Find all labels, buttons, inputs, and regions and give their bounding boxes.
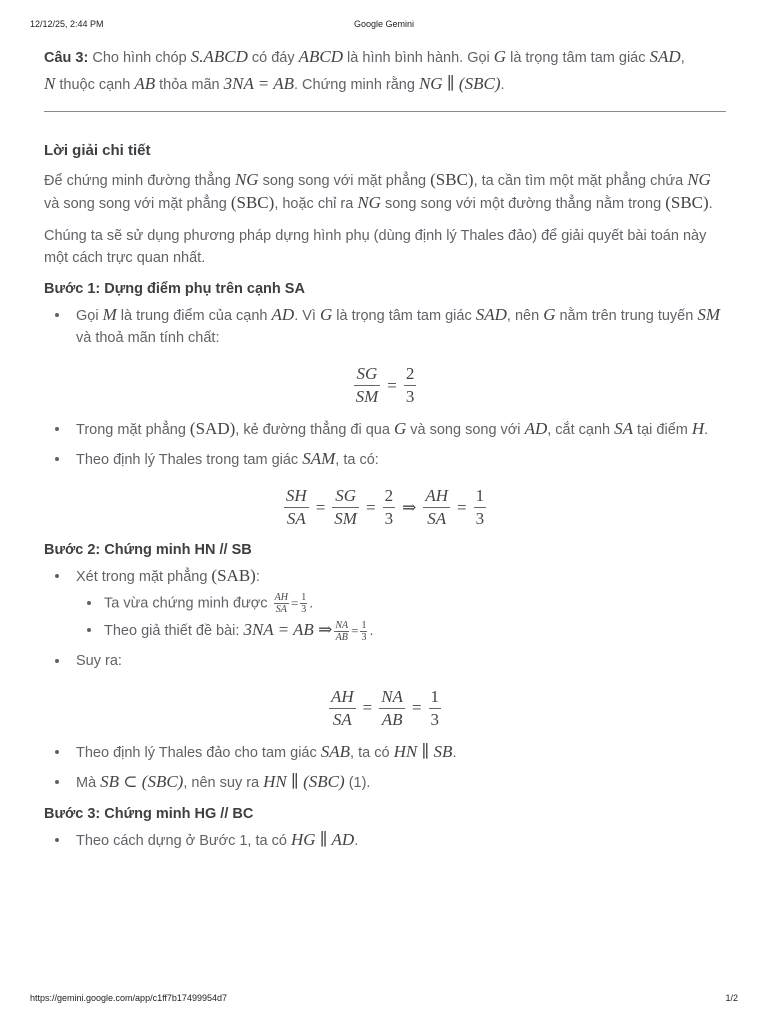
step3-list [44, 829, 726, 852]
numerator: AH [423, 485, 450, 508]
text: Xét trong mặt phẳng [76, 569, 212, 585]
fraction [423, 485, 450, 530]
operator: = [362, 698, 373, 718]
text: . [309, 595, 314, 612]
text: Gọi [76, 308, 103, 324]
numerator: 1 [301, 592, 307, 603]
math: SAD [475, 305, 507, 324]
print-footer [30, 993, 738, 1007]
math: 3NA = AB ⇒ [243, 620, 333, 639]
fraction [404, 363, 417, 408]
text: . Chứng minh rằng [294, 77, 419, 93]
fraction [354, 363, 381, 408]
text: Mà [76, 774, 101, 791]
step2-list-2 [44, 741, 726, 794]
text: , nên suy ra [183, 774, 264, 791]
list-item [44, 650, 726, 672]
text: Theo định lý Thales trong tam giác [76, 452, 303, 468]
text: . [704, 422, 709, 438]
math: HN ∥ (SBC) [263, 771, 345, 791]
numerator: 1 [474, 485, 487, 508]
page-url: https://gemini.google.com/app/c1ff7b17499954d7 [30, 993, 227, 1003]
text: , [680, 50, 685, 66]
page-number: 1/2 [725, 993, 738, 1003]
math: M [102, 305, 117, 324]
math: G [393, 419, 407, 438]
fraction [429, 686, 442, 731]
operator: = [456, 497, 467, 517]
math: G [320, 305, 333, 324]
step2-title: Bước 2: Chứng minh HN // SB [44, 542, 252, 558]
numerator: AH [329, 686, 356, 709]
text: Trong mặt phẳng [76, 422, 190, 438]
inline-fraction [360, 620, 367, 643]
text: , ta có [350, 744, 394, 761]
math: SB ⊂ (SBC) [100, 771, 184, 791]
numerator: SH [284, 485, 309, 508]
math: H [691, 419, 705, 438]
math: G [493, 47, 507, 66]
text: Để chứng minh đường thẳng [44, 173, 235, 189]
math: AB [134, 74, 156, 93]
numerator: 1 [429, 686, 442, 709]
document-content [44, 44, 726, 852]
question-label: Câu 3: [44, 50, 89, 66]
math: AD [271, 305, 295, 324]
denominator: 3 [361, 631, 367, 643]
print-datetime: 12/12/25, 2:44 PM [30, 19, 104, 29]
fraction [383, 485, 396, 530]
text: , cắt cạnh [547, 422, 615, 438]
text: . Vì [294, 308, 320, 324]
step1-list [44, 304, 726, 349]
fraction [284, 485, 309, 530]
math: SAM [302, 449, 336, 468]
text: . [369, 623, 374, 639]
text: Ta vừa chứng minh được [104, 595, 272, 612]
math: S.ABCD [190, 47, 248, 66]
numerator: 1 [361, 619, 367, 631]
step1-title: Bước 1: Dựng điểm phụ trên cạnh SA [44, 281, 305, 297]
denominator: 3 [384, 509, 394, 528]
fraction [474, 485, 487, 530]
numerator: SG [332, 485, 359, 508]
math: NG [357, 193, 381, 212]
question-text [44, 44, 726, 98]
numerator: SG [354, 363, 381, 386]
text: thuộc cạnh [55, 77, 135, 93]
numerator: 2 [383, 485, 396, 508]
text: : [255, 569, 260, 585]
text: Cho hình chóp [88, 50, 191, 66]
text: , hoặc chỉ ra [274, 196, 358, 212]
equation-thales [44, 485, 726, 530]
math: AD [524, 419, 548, 438]
text: và song song với mặt phẳng [44, 196, 231, 212]
text: . [500, 77, 505, 93]
text: là hình bình hành. Gọi [343, 50, 494, 66]
math: 3NA = AB [223, 74, 294, 93]
denominator: SM [334, 509, 357, 528]
denominator: SM [355, 387, 379, 406]
text: và song song với [406, 422, 525, 438]
text: song song với một đường thẳng nằm trong [380, 196, 666, 212]
denominator: AB [335, 631, 348, 643]
denominator: SA [332, 709, 352, 729]
math: NG [234, 170, 259, 189]
text: , ta có: [335, 452, 379, 468]
list-item [44, 829, 726, 852]
inline-fraction [274, 592, 289, 615]
step1-list-2 [44, 418, 726, 471]
text: nằm trên trung tuyến [555, 308, 698, 324]
numerator: NA [379, 686, 405, 709]
inline-fraction [334, 620, 349, 643]
denominator: AB [381, 709, 403, 729]
operator: = [351, 623, 359, 638]
math: NG [687, 170, 711, 189]
list-item [44, 565, 726, 643]
text: Theo cách dựng ở Bước 1, ta có [76, 832, 291, 849]
denominator: 3 [475, 509, 485, 528]
text: Theo định lý Thales đảo cho tam giác [76, 744, 321, 761]
math: SAB [320, 741, 351, 761]
numerator: 2 [404, 363, 417, 386]
print-page-title: Google Gemini [353, 19, 415, 29]
math: N [44, 74, 56, 93]
operator: = [365, 497, 376, 517]
text: , ta cần tìm một mặt phẳng chứa [473, 173, 688, 189]
text: và thoả mãn tính chất: [76, 330, 220, 346]
numerator: NA [335, 619, 349, 631]
equation-sg-sm [44, 363, 726, 408]
math: (SBC) [665, 193, 709, 212]
list-item [44, 418, 726, 441]
operator: = [290, 595, 299, 611]
intro-paragraph [44, 169, 726, 215]
math: HG ∥ AD [290, 829, 355, 849]
denominator: SA [286, 509, 306, 528]
equation-ratio [44, 686, 726, 731]
text: . [354, 832, 359, 849]
list-item [44, 771, 726, 794]
list-item [44, 304, 726, 349]
operator: = [411, 698, 422, 718]
denominator: 3 [301, 604, 307, 615]
math: (SBC) [230, 193, 275, 212]
numerator: AH [274, 592, 288, 603]
method-paragraph: Chúng ta sẽ sử dụng phương pháp dựng hình phụ (dùng định lý Thales đảo) để giải quyết bài toán này một cách trực quan nhất. [44, 228, 707, 266]
math: (SBC) [430, 170, 474, 189]
math: (SAD) [189, 419, 236, 438]
step3-title: Bước 3: Chứng minh HG // BC [44, 805, 254, 822]
text: , nên [506, 308, 544, 324]
list-item [76, 619, 726, 643]
operator: ⇒ [402, 497, 417, 517]
step2-list [44, 565, 726, 672]
denominator: 3 [405, 387, 415, 406]
math: SM [697, 305, 720, 324]
math: SAD [649, 47, 681, 66]
step2-sublist [76, 592, 726, 643]
denominator: SA [275, 604, 287, 615]
math: SA [614, 419, 634, 438]
math: (SAB) [211, 566, 256, 585]
math: HN ∥ SB [393, 741, 453, 761]
fraction [332, 485, 359, 530]
fraction [329, 686, 356, 731]
text: là trung điểm của cạnh [116, 308, 272, 324]
math: ABCD [298, 47, 344, 66]
text: (1). [344, 774, 371, 791]
list-item [44, 448, 726, 471]
print-header [30, 19, 738, 33]
list-item [76, 592, 726, 615]
text: là trọng tâm tam giác [332, 308, 476, 324]
inline-fraction [300, 592, 307, 615]
fraction [379, 686, 405, 731]
math: G [543, 305, 556, 324]
text: . [708, 196, 713, 212]
denominator: SA [427, 509, 447, 528]
operator: = [315, 497, 326, 517]
text: thỏa mãn [155, 77, 224, 93]
divider [44, 111, 726, 112]
text: tại điểm [633, 422, 692, 438]
detail-heading: Lời giải chi tiết [44, 142, 151, 159]
text: song song với mặt phẳng [258, 173, 431, 189]
denominator: 3 [430, 709, 440, 729]
math: NG ∥ (SBC) [418, 74, 501, 93]
text: . [452, 744, 457, 761]
text: , kẻ đường thẳng đi qua [235, 422, 394, 438]
text: có đáy [247, 50, 299, 66]
operator: = [387, 375, 397, 395]
text: Suy ra: [76, 652, 122, 669]
text: là trọng tâm tam giác [506, 50, 650, 66]
list-item [44, 741, 726, 764]
text: Theo giả thiết đề bài: [104, 623, 244, 639]
